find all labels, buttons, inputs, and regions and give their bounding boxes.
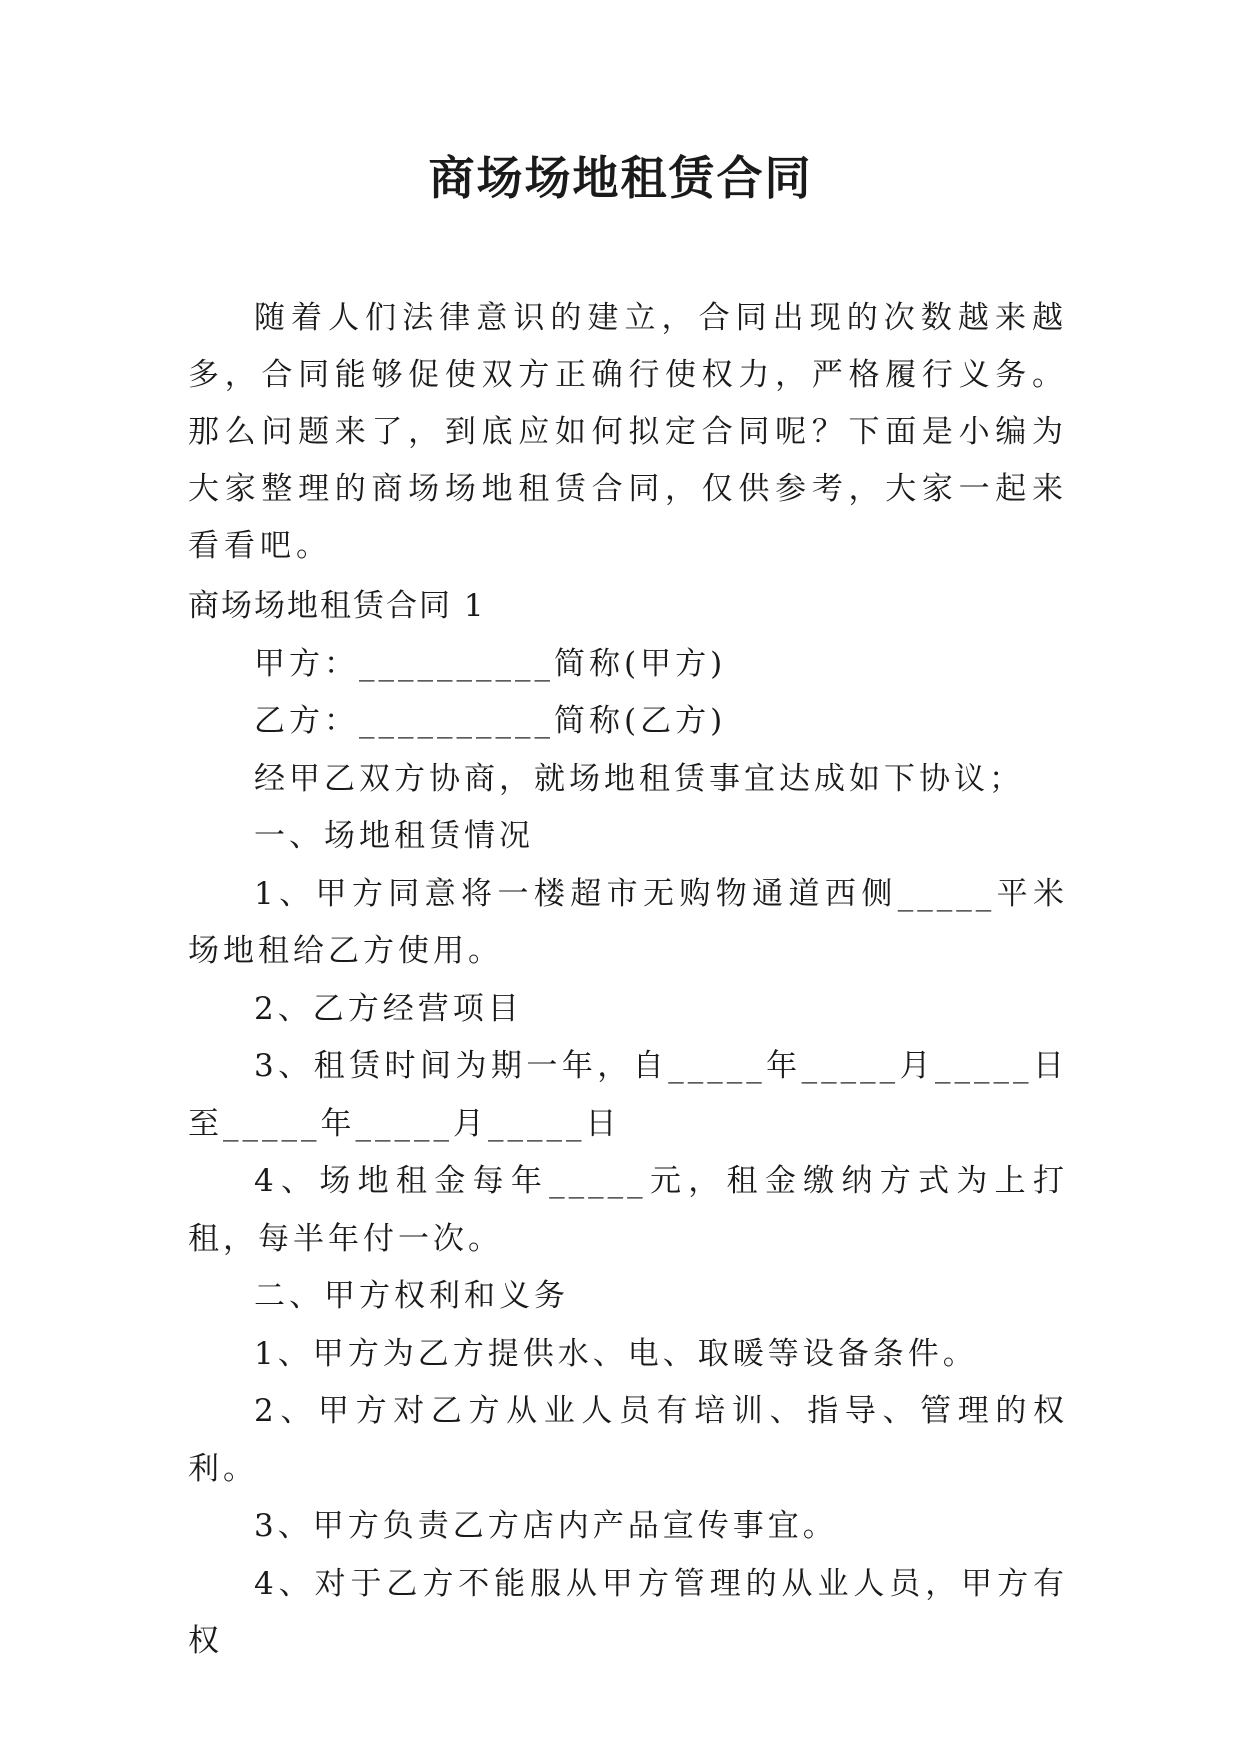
party-a-line: 甲方：__________简称(甲方): [254, 645, 727, 682]
clause-item: 2、甲方对乙方从业人员有培训、指导、管理的权利。: [188, 1393, 1068, 1487]
clause-item: 1、甲方为乙方提供水、电、取暖等设备条件。: [254, 1335, 978, 1372]
party-b-line: 乙方：__________简称(乙方): [254, 703, 727, 739]
clause-item: 3、甲方负责乙方店内产品宣传事宜。: [254, 1508, 838, 1544]
intro-paragraph: 随着人们法律意识的建立，合同出现的次数越来越多，合同能够促使双方正确行使权力，严格履行义务。那么问题来了，到底应如何拟定合同呢？下面是小编为大家整理的商场场地租赁合同，仅供参考，大家一起来看看吧。: [188, 300, 1068, 564]
clause-item: 2、乙方经营项目: [254, 990, 523, 1027]
clause-item: 3、租赁时间为期一年，自_____年_____月_____日至_____年_____月_____日: [188, 1048, 1068, 1142]
document-title: 商场场地租赁合同: [428, 151, 813, 205]
agreement-intro: 经甲乙双方协商，就场地租赁事宜达成如下协议；: [254, 760, 1024, 797]
clause-item: 4、场地租金每年_____元，租金缴纳方式为上打租，每半年付一次。: [188, 1163, 1068, 1257]
clause-item: 1、甲方同意将一楼超市无购物通道西侧_____平米场地租给乙方使用。: [188, 875, 1068, 969]
clause-item: 4、对于乙方不能服从甲方管理的从业人员，甲方有权: [188, 1565, 1068, 1659]
contract-body: [188, 578, 1068, 1671]
clause-heading: 一、场地租赁情况: [254, 818, 534, 854]
clause-heading: 二、甲方权利和义务: [254, 1278, 569, 1314]
section-title: 商场场地租赁合同 1: [188, 588, 486, 624]
